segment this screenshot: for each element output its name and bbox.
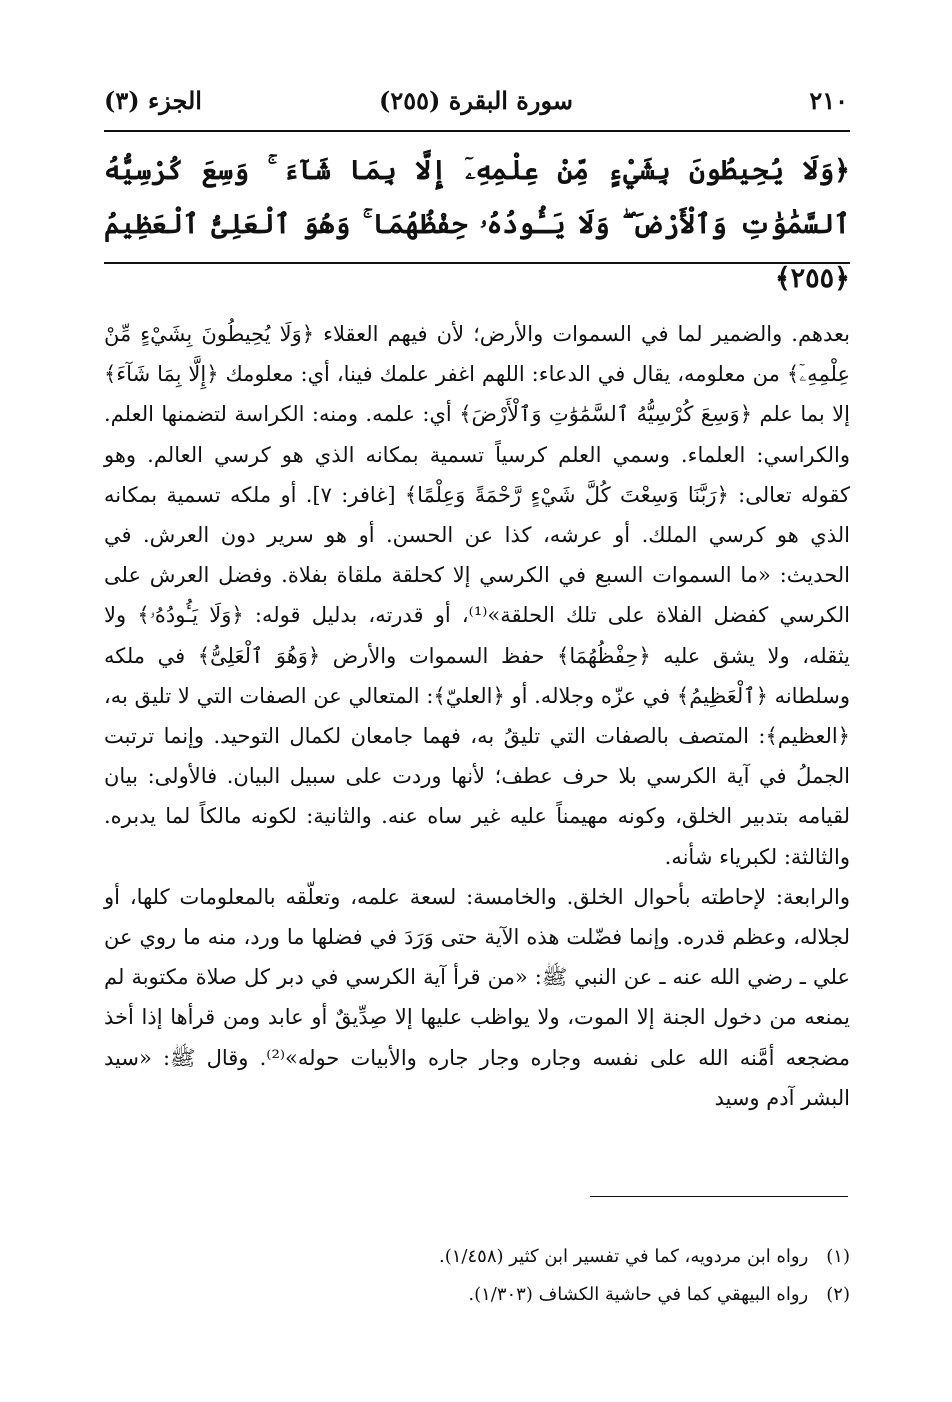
quran-verse: ﴿وَلَا يُحِيطُونَ بِشَيْءٍ مِّنْ عِلْمِهِۦٓ إِلَّا بِمَا شَآءَ ۚ وَسِعَ كُرْسِيُّهُ ٱلسَّمَٰوَٰتِ وَٱلْأَرْضَ ۖ وَلَا يَـُٔودُهُۥ حِفْظُهُمَا ۚ وَهُوَ ٱلْعَلِىُّ ٱلْعَظِيمُ ﴿٢٥٥﴾: [104, 155, 850, 294]
header-rule: [104, 130, 850, 132]
footnotes: [104, 1238, 850, 1314]
footnote: [104, 1276, 850, 1314]
page-number: ٢١٠: [809, 86, 848, 115]
verse-rule: [104, 262, 850, 264]
footnote-text: رواه البيهقي كما في حاشية الكشاف (١/٣٠٣).: [468, 1284, 809, 1305]
commentary-paragraph: بعدهم. والضمير لما في السموات والأرض؛ لأن فيهم العقلاء ﴿وَلَا يُحِيطُونَ بِشَيْءٍ مِّنْ عِلْمِهِۦٓ﴾ من معلومه، يقال في الدعاء: اللهم اغفر علمك فينا، أي: معلومك ﴿إِلَّا بِمَا شَآءَ﴾ إلا بما علم ﴿وَسِعَ كُرْسِيُّهُ ٱلسَّمَٰوَٰتِ وَٱلْأَرْضَ﴾ أي: علمه. ومنه: الكراسة لتضمنها العلم. والكراسي: العلماء. وسمي العلم كرسياً تسمية بمكانه الذي هو كرسي العالم. وهو كقوله تعالى: ﴿رَبَّنَا وَسِعْتَ كُلَّ شَيْءٍ رَّحْمَةً وَعِلْمًا﴾ [غافر: ٧]. أو ملكه تسمية بمكانه الذي هو كرسي الملك. أو عرشه، كذا عن الحسن. أو هو سرير دون العرش. في الحديث: «ما السموات السبع في الكرسي إلا كحلقة ملقاة بفلاة. وفضل العرش على الكرسي كفضل الفلاة على تلك الحلقة»⁽¹⁾، أو قدرته، بدليل قوله: ﴿وَلَا يَـُٔودُهُۥ﴾ ولا يثقله، ولا يشق عليه ﴿حِفْظُهُمَا﴾ حفظ السموات والأرض ﴿وَهُوَ ٱلْعَلِىُّ﴾ في ملكه وسلطانه ﴿ٱلْعَظِيمُ﴾ في عزّه وجلاله. أو ﴿العليّ﴾: المتعالي عن الصفات التي لا تليق به، ﴿العظيم﴾: المتصف بالصفات التي تليقُ به، فهما جامعان لكمال التوحيد. وإنما ترتبت الجملُ في آية الكرسي بلا حرف عطف؛ لأنها وردت على سبيل البيان. فالأولى: بيان لقيامه بتدبير الخلق، وكونه مهيمناً عليه غير ساه عنه. والثانية: لكونه مالكاً لما يدبره. والثالثة: لكبرياء شأنه.: [104, 322, 850, 869]
page-header: [104, 86, 848, 126]
footnote-number: (٢): [826, 1284, 850, 1305]
footnote: [104, 1238, 850, 1276]
surah-title: سورة البقرة (٢٥٥): [379, 86, 573, 115]
commentary-paragraph: والرابعة: لإحاطته بأحوال الخلق. والخامسة: لسعة علمه، وتعلّقه بالمعلومات كلها، أو لجلاله، وعظم قدره. وإنما فضّلت هذه الآية حتى وَرَدَ في فضلها ما ورد، منه ما روي عن علي ـ رضي الله عنه ـ عن النبي ﷺ: «من قرأ آية الكرسي في دبر كل صلاة مكتوبة لم يمنعه من دخول الجنة إلا الموت، ولا يواظب عليها إلا صِدِّيقٌ أو عابد ومن قرأها إذا أخذ مضجعه أمَّنه الله على نفسه وجاره وجار جاره والأبيات حوله»⁽²⁾. وقال ﷺ: «سيد البشر آدم وسيد: [104, 884, 850, 1110]
commentary-body: [104, 314, 850, 1118]
footnote-number: (١): [826, 1246, 850, 1267]
footnote-rule: [590, 1196, 848, 1197]
juz-label: الجزء (٣): [104, 86, 202, 115]
footnote-text: رواه ابن مردويه، كما في تفسير ابن كثير (١/٤٥٨).: [439, 1246, 809, 1267]
